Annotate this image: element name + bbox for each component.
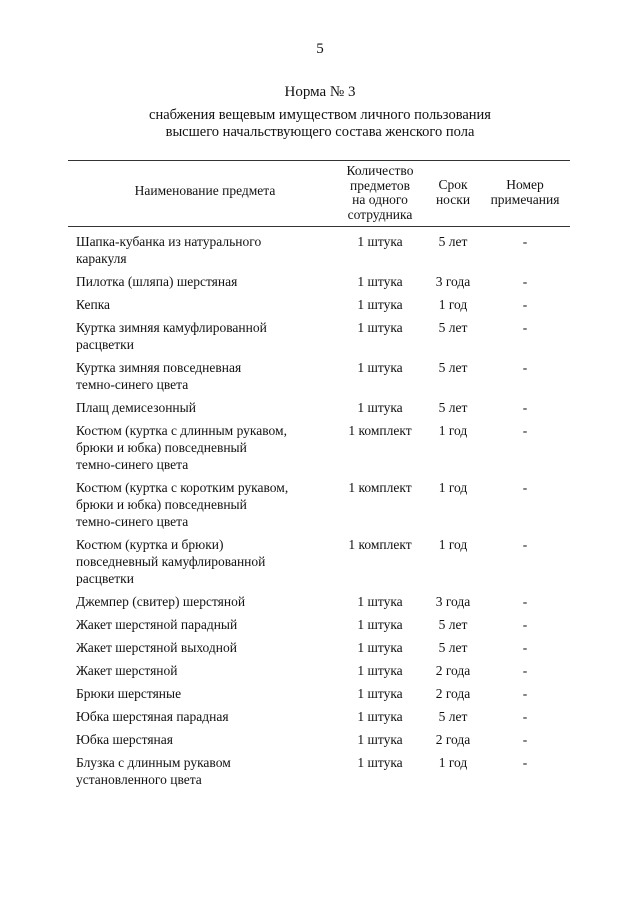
- cell-item-name-line: Костюм (куртка с длинным рукавом,: [76, 423, 287, 438]
- cell-item-name-line: Кепка: [76, 297, 111, 312]
- cell-item-name: [76, 319, 338, 353]
- table-row: [0, 731, 640, 754]
- cell-item-name-line: брюки и юбка) повседневный: [76, 497, 247, 512]
- cell-quantity: 1 штука: [357, 686, 403, 701]
- table-row: [0, 422, 640, 479]
- table-row: [0, 296, 640, 319]
- cell-item-name-line: Шапка-кубанка из натурального: [76, 234, 262, 249]
- cell-note: -: [522, 274, 528, 289]
- cell-item-name-line: расцветки: [76, 337, 134, 352]
- cell-quantity: 1 штука: [357, 755, 403, 770]
- header-quantity-line: на одного: [352, 192, 408, 207]
- cell-quantity: 1 штука: [357, 297, 403, 312]
- cell-item-name: [76, 639, 338, 656]
- cell-term: 5 лет: [438, 320, 468, 335]
- cell-note: -: [522, 594, 528, 609]
- cell-item-name-line: Блузка с длинным рукавом: [76, 755, 231, 770]
- table-header-bottom-rule: [68, 226, 570, 227]
- cell-quantity: 1 штука: [357, 732, 403, 747]
- cell-term: 1 год: [438, 537, 468, 552]
- cell-quantity: 1 комплект: [348, 480, 412, 495]
- table-row: [0, 479, 640, 536]
- cell-quantity: 1 штука: [357, 274, 403, 289]
- table-row: [0, 319, 640, 359]
- cell-quantity: 1 штука: [357, 400, 403, 415]
- table-row: [0, 639, 640, 662]
- cell-item-name-line: установленного цвета: [76, 772, 202, 787]
- table-row: [0, 233, 640, 273]
- header-item-name-line: Наименование предмета: [134, 183, 276, 198]
- cell-item-name-line: Куртка зимняя повседневная: [76, 360, 242, 375]
- header-note: [482, 178, 568, 207]
- cell-item-name-line: темно-синего цвета: [76, 377, 189, 392]
- header-item-name: [74, 184, 336, 199]
- header-note-line: примечания: [490, 191, 560, 207]
- norm-subtitle: [0, 107, 640, 141]
- table-row: [0, 536, 640, 593]
- header-quantity-line: Количество: [346, 163, 414, 178]
- header-term: [423, 178, 483, 207]
- cell-term: 2 года: [435, 663, 471, 678]
- cell-note: -: [522, 400, 528, 415]
- cell-quantity: 1 штука: [357, 709, 403, 724]
- cell-term: 3 года: [435, 594, 471, 609]
- cell-item-name: [76, 754, 338, 788]
- cell-item-name: [76, 536, 338, 587]
- cell-note: -: [522, 297, 528, 312]
- table-header-top-rule: [68, 160, 570, 161]
- cell-note: -: [522, 732, 528, 747]
- cell-term: 1 год: [438, 480, 468, 495]
- cell-item-name-line: темно-синего цвета: [76, 514, 189, 529]
- cell-item-name-line: Жакет шерстяной парадный: [76, 617, 238, 632]
- cell-note: -: [522, 537, 528, 552]
- cell-item-name-line: Юбка шерстяная парадная: [76, 709, 229, 724]
- cell-quantity: 1 комплект: [348, 537, 412, 552]
- cell-term: 2 года: [435, 686, 471, 701]
- cell-item-name-line: Костюм (куртка и брюки): [76, 537, 224, 552]
- cell-item-name-line: Жакет шерстяной: [76, 663, 178, 678]
- table-row: [0, 593, 640, 616]
- cell-term: 2 года: [435, 732, 471, 747]
- cell-item-name: [76, 296, 338, 313]
- table-row: [0, 685, 640, 708]
- table-row: [0, 754, 640, 794]
- table-row: [0, 399, 640, 422]
- norm-title: Норма № 3: [284, 84, 356, 100]
- cell-item-name-line: Куртка зимняя камуфлированной: [76, 320, 267, 335]
- cell-term: 3 года: [435, 274, 471, 289]
- cell-note: -: [522, 640, 528, 655]
- cell-item-name-line: темно-синего цвета: [76, 457, 189, 472]
- cell-quantity: 1 штука: [357, 617, 403, 632]
- cell-item-name: [76, 708, 338, 725]
- cell-item-name-line: Жакет шерстяной выходной: [76, 640, 237, 655]
- cell-item-name-line: Плащ демисезонный: [76, 400, 196, 415]
- cell-quantity: 1 штука: [357, 663, 403, 678]
- table-row: [0, 708, 640, 731]
- cell-quantity: 1 штука: [357, 640, 403, 655]
- cell-note: -: [522, 234, 528, 249]
- cell-note: -: [522, 617, 528, 632]
- header-quantity-line: предметов: [349, 177, 411, 193]
- cell-term: 5 лет: [438, 234, 468, 249]
- cell-item-name-line: Юбка шерстяная: [76, 732, 173, 747]
- header-note-line: Номер: [506, 177, 544, 192]
- cell-note: -: [522, 686, 528, 701]
- header-term-line: Срок: [438, 177, 468, 192]
- cell-item-name: [76, 685, 338, 702]
- items-table-body: [0, 233, 640, 794]
- cell-item-name: [76, 616, 338, 633]
- cell-term: 5 лет: [438, 640, 468, 655]
- cell-note: -: [522, 360, 528, 375]
- cell-item-name-line: Джемпер (свитер) шерстяной: [76, 594, 246, 609]
- cell-quantity: 1 штука: [357, 320, 403, 335]
- page-number: 5: [316, 41, 324, 57]
- cell-item-name-line: повседневный камуфлированной: [76, 554, 266, 569]
- header-quantity-line: сотрудника: [347, 206, 413, 222]
- cell-note: -: [522, 755, 528, 770]
- cell-quantity: 1 штука: [357, 594, 403, 609]
- cell-term: 1 год: [438, 297, 468, 312]
- cell-item-name: [76, 359, 338, 393]
- header-term-line: носки: [435, 191, 471, 207]
- cell-quantity: 1 штука: [357, 360, 403, 375]
- cell-term: 1 год: [438, 755, 468, 770]
- table-row: [0, 273, 640, 296]
- table-row: [0, 359, 640, 399]
- cell-note: -: [522, 709, 528, 724]
- cell-item-name: [76, 662, 338, 679]
- cell-note: -: [522, 423, 528, 438]
- header-quantity: [336, 164, 424, 222]
- cell-item-name-line: расцветки: [76, 571, 134, 586]
- cell-item-name-line: Пилотка (шляпа) шерстяная: [76, 274, 238, 289]
- cell-item-name: [76, 233, 338, 267]
- cell-term: 5 лет: [438, 360, 468, 375]
- cell-item-name: [76, 593, 338, 610]
- cell-item-name: [76, 731, 338, 748]
- cell-item-name-line: Брюки шерстяные: [76, 686, 182, 701]
- cell-note: -: [522, 320, 528, 335]
- cell-term: 1 год: [438, 423, 468, 438]
- table-row: [0, 662, 640, 685]
- norm-subtitle-line: снабжения вещевым имуществом личного пользования: [149, 107, 491, 123]
- cell-term: 5 лет: [438, 617, 468, 632]
- cell-term: 5 лет: [438, 400, 468, 415]
- norm-subtitle-line: высшего начальствующего состава женского пола: [165, 124, 475, 140]
- cell-item-name-line: Костюм (куртка с коротким рукавом,: [76, 480, 289, 495]
- cell-item-name: [76, 479, 338, 530]
- cell-item-name-line: каракуля: [76, 251, 127, 266]
- cell-item-name: [76, 422, 338, 473]
- cell-note: -: [522, 663, 528, 678]
- cell-term: 5 лет: [438, 709, 468, 724]
- cell-item-name: [76, 273, 338, 290]
- cell-item-name-line: брюки и юбка) повседневный: [76, 440, 247, 455]
- cell-quantity: 1 комплект: [348, 423, 412, 438]
- cell-quantity: 1 штука: [357, 234, 403, 249]
- cell-note: -: [522, 480, 528, 495]
- table-row: [0, 616, 640, 639]
- cell-item-name: [76, 399, 338, 416]
